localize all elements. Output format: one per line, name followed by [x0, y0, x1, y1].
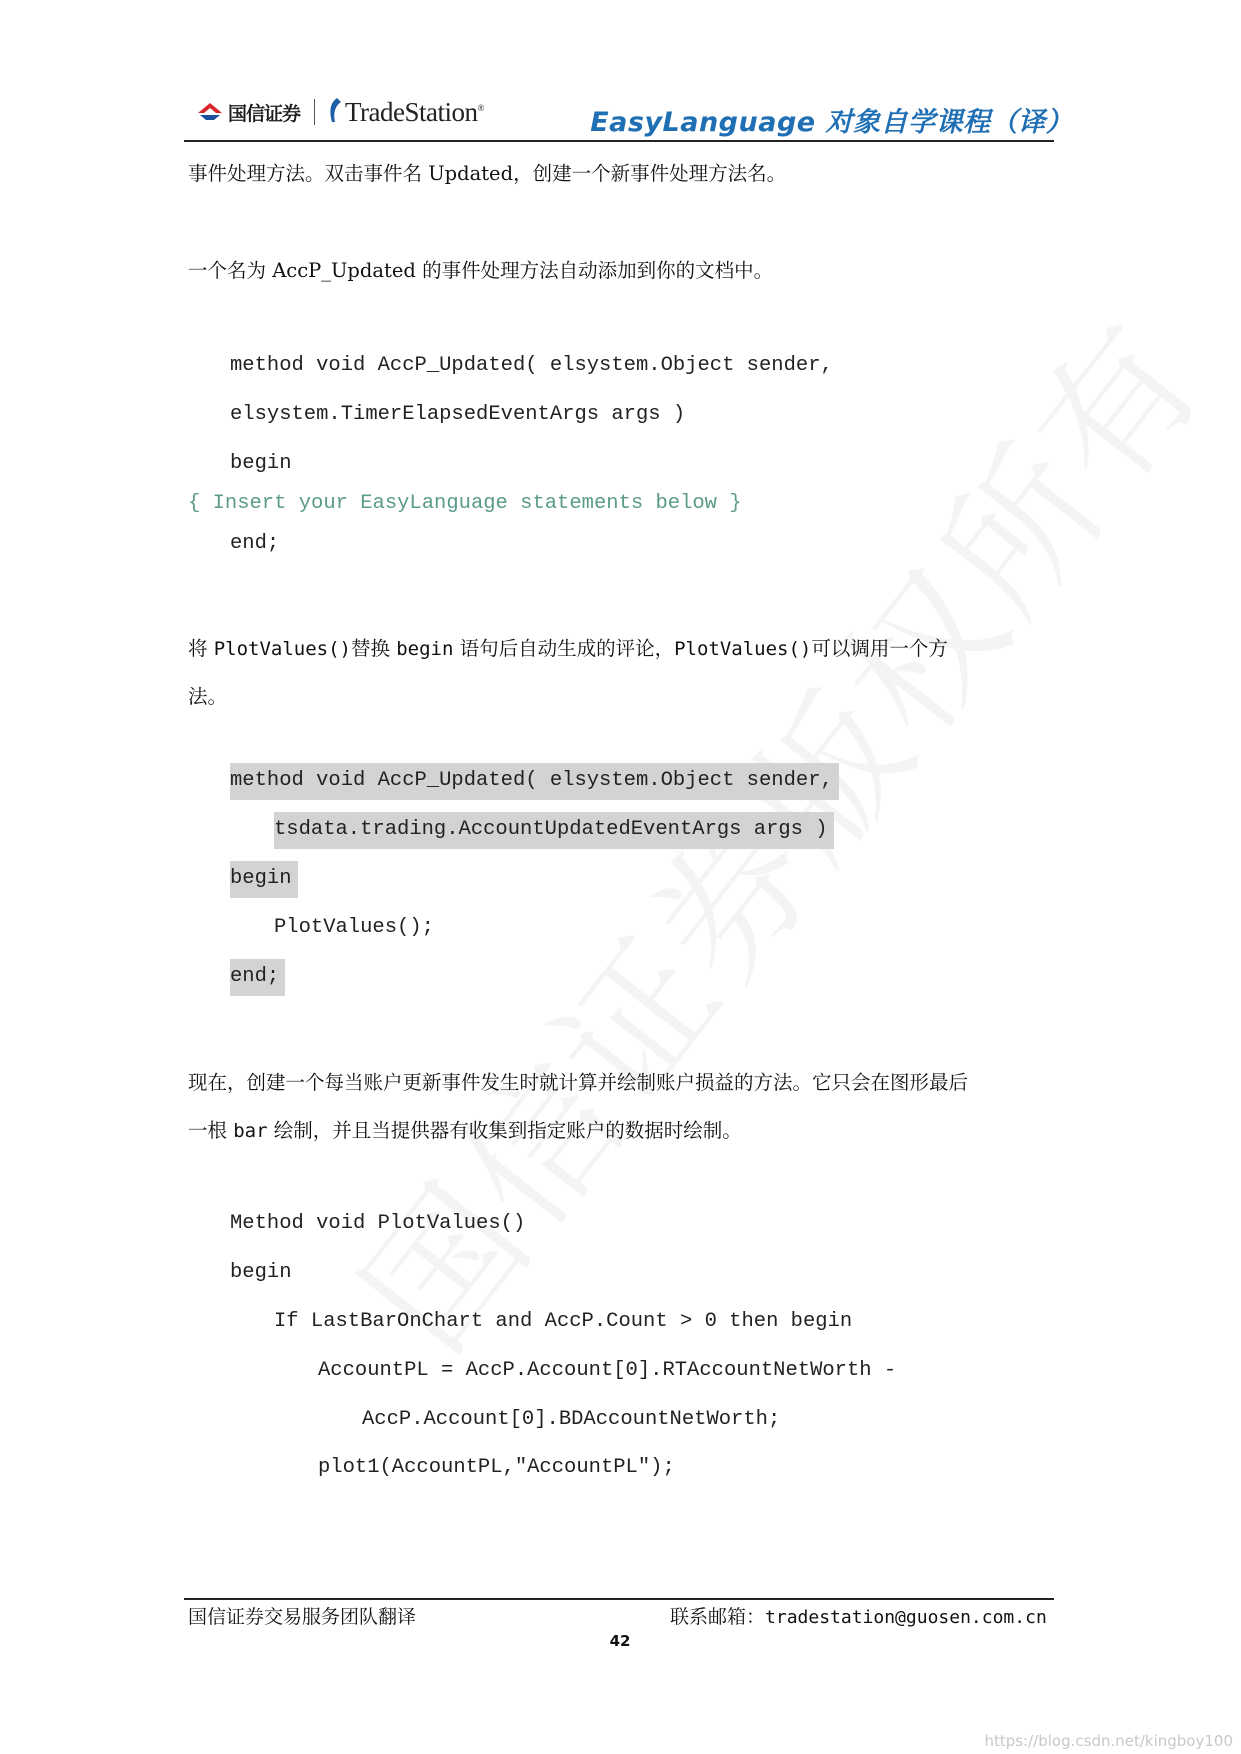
paragraph-4-line-1: 现在，创建一个每当账户更新事件发生时就计算并绘制账户损益的方法。它只会在图形最后: [188, 1071, 969, 1094]
inline-code: PlotValues(): [674, 638, 812, 660]
footer-contact: 联系邮箱：tradestation@guosen.com.cn: [670, 1606, 1047, 1628]
code3-line-2: begin: [230, 1261, 292, 1284]
page-number: 42: [609, 1632, 631, 1650]
code2-line-4: PlotValues();: [274, 916, 434, 939]
code1-line-1: method void AccP_Updated( elsystem.Object sender,: [230, 354, 833, 377]
paragraph-2: 一个名为 AccP_Updated 的事件处理方法自动添加到你的文档中。: [188, 259, 774, 282]
tradestation-logo: [327, 97, 484, 128]
contact-email-link[interactable]: tradestation@guosen.com.cn: [765, 1607, 1047, 1628]
code1-line-3: begin: [230, 452, 292, 475]
code3-line-6: plot1(AccountPL,"AccountPL");: [318, 1456, 675, 1479]
paragraph-3-line-1: 将 PlotValues()替换 begin 语句后自动生成的评论，PlotValues()可以调用一个方: [188, 637, 948, 660]
code2-line-2: tsdata.trading.AccountUpdatedEventArgs args ): [274, 820, 834, 841]
guosen-mark-icon: [196, 101, 224, 123]
code3-line-3: If LastBarOnChart and AccP.Count > 0 then begin: [274, 1310, 853, 1333]
code1-line-5: end;: [230, 532, 280, 555]
code3-line-5: AccP.Account[0].BDAccountNetWorth;: [362, 1408, 781, 1431]
logo-divider: [314, 99, 315, 125]
guosen-logo: [196, 99, 300, 126]
code2-line-1: method void AccP_Updated( elsystem.Object sender,: [230, 771, 839, 792]
inline-code: begin: [396, 638, 454, 660]
inline-code: PlotValues(): [213, 638, 351, 660]
paragraph-3-line-2: 法。: [188, 685, 228, 708]
paragraph-4-line-2: 一根 bar 绘制，并且当提供器有收集到指定账户的数据时绘制。: [188, 1119, 742, 1142]
code3-line-4: AccountPL = AccP.Account[0].RTAccountNetWorth -: [318, 1359, 897, 1382]
footer-divider: [184, 1598, 1054, 1600]
tradestation-logo-text: TradeStation®: [345, 96, 484, 127]
code3-line-1: Method void PlotValues(): [230, 1212, 526, 1235]
code1-line-2: elsystem.TimerElapsedEventArgs args ): [230, 403, 686, 426]
tradestation-flame-icon: [327, 97, 343, 127]
code2-line-3: begin: [230, 869, 298, 890]
paragraph-1: 事件处理方法。双击事件名 Updated，创建一个新事件处理方法名。: [188, 162, 787, 185]
inline-code: bar: [233, 1120, 268, 1142]
code2-line-5: end;: [230, 967, 285, 988]
footer-translator-credit: 国信证券交易服务团队翻译: [188, 1606, 417, 1628]
guosen-logo-text: 国信证券: [228, 102, 301, 125]
source-watermark-url: https://blog.csdn.net/kingboy100: [984, 1732, 1233, 1750]
code1-comment: { Insert your EasyLanguage statements below }: [188, 492, 742, 515]
header-divider: [184, 140, 1054, 142]
header-title: EasyLanguage 对象自学课程（译）: [590, 107, 1073, 138]
header-logos: [196, 92, 484, 132]
